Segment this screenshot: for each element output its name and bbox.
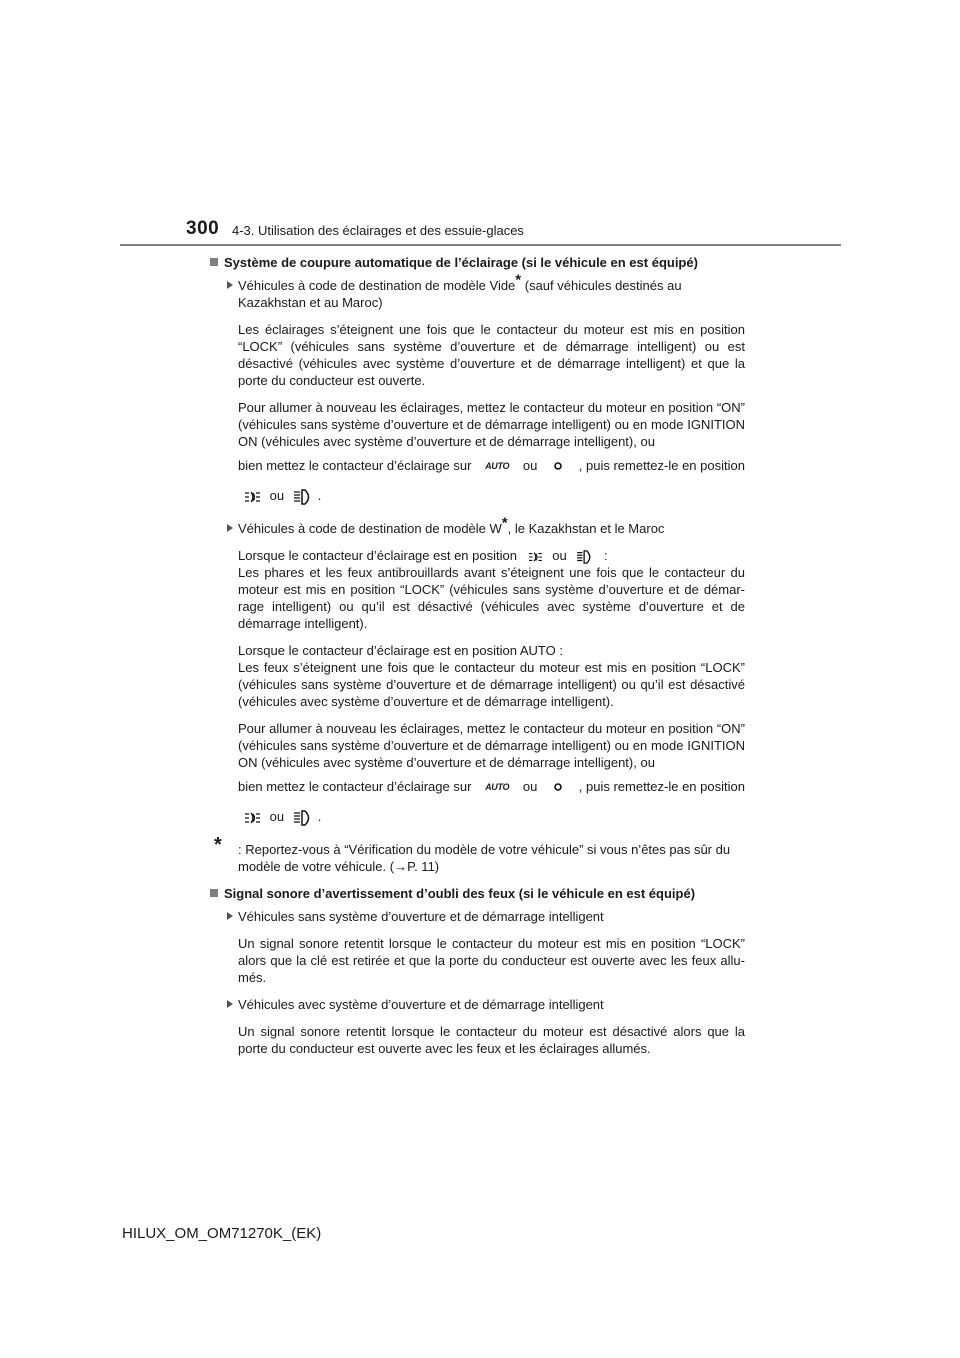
triangle-bullet-icon: [227, 1000, 233, 1008]
page-number: 300: [186, 218, 220, 239]
paragraph-with-icons: bien mettez le contacteur d’éclairage sur AUTO ou , puis remettez-le en position: [238, 773, 745, 801]
triangle-bullet-icon: [227, 912, 233, 920]
paragraph: Un signal sonore retentit lorsque le contacteur du moteur est désactivé alors que la porte du conducteur est ouverte avec les feux et les éclairages allumés.: [238, 1024, 745, 1056]
asterisk: *: [501, 514, 508, 532]
auto-icon: AUTO: [485, 782, 510, 792]
paragraph: Un signal sonore retentit lorsque le contacteur du moteur est mis en position “LOCK” alors que la clé est retirée et que la porte du conducteur est ouverte avec les feux allu-més.: [238, 936, 745, 985]
document-id: HILUX_OM_OM71270K_(EK): [122, 1225, 322, 1242]
heading-light-reminder: Signal sonore d’avertissement d’oubli des feux (si le véhicule en est équipé): [210, 885, 745, 902]
triangle-bullet-icon: [227, 524, 233, 532]
asterisk: *: [214, 834, 222, 856]
sub-heading-no-smart-key: Véhicules sans système d’ouverture et de démarrage intelligent: [210, 908, 745, 925]
paragraph-with-icons: bien mettez le contacteur d’éclairage sur AUTO ou , puis remettez-le en position: [238, 452, 745, 480]
paragraph: Pour allumer à nouveau les éclairages, mettez le contacteur du moteur en position “ON” (véhicules sans système d’ouverture et de démarrage intelligent) ou en mode IGNITION ON (véhicules avec système d’ouverture et de démarrage intelligent), ou: [238, 721, 745, 770]
headlight-icon: [574, 550, 596, 564]
heading-auto-cutoff: Système de coupure automatique de l’éclairage (si le véhicule en est équipé): [210, 254, 745, 271]
parking-light-icon: [525, 551, 545, 563]
triangle-bullet-icon: [227, 281, 233, 289]
headlight-icon: [292, 489, 314, 505]
header-rule: [120, 244, 841, 246]
asterisk: *: [515, 271, 522, 289]
square-bullet-icon: [210, 889, 218, 897]
section-title: 4-3. Utilisation des éclairages et des essuie-glaces: [232, 223, 524, 238]
parking-light-icon: [242, 490, 262, 504]
off-icon: [551, 461, 565, 471]
paragraph: Les éclairages s’éteignent une fois que le contacteur du moteur est mis en position “LOCK” (véhicules sans système d’ouverture et de démarrage intelligent) ou est désactivé (véhicules avec système d’ouverture et de démarrage intelligent) et que la porte du conducteur est ouverte.: [238, 322, 745, 388]
square-bullet-icon: [210, 258, 218, 266]
content: [210, 254, 745, 1067]
headlight-icon: [292, 810, 314, 826]
paragraph-with-icons: ou .: [238, 803, 745, 831]
auto-icon: AUTO: [485, 461, 510, 471]
paragraph: Lorsque le contacteur d’éclairage est en position ou : Les phares et les feux antibrouillards avant s’éteignent une fois que le contacteur du moteur est mis en position “LOCK” (véhicules sans système d’ouverture et de démar-rage intelligent) ou qu’il est désactivé (véhicules avec système d’ouverture et de démarrage intelligent).: [238, 548, 745, 631]
parking-light-icon: [242, 811, 262, 825]
paragraph: Pour allumer à nouveau les éclairages, mettez le contacteur du moteur en position “ON” (véhicules sans système d’ouverture et de démarrage intelligent) ou en mode IGNITION ON (véhicules avec système d’ouverture et de démarrage intelligent), ou: [238, 400, 745, 449]
sub-heading-w: Véhicules à code de destination de modèle W*, le Kazakhstan et le Maroc: [210, 520, 745, 537]
sub-heading-smart-key: Véhicules avec système d’ouverture et de démarrage intelligent: [210, 996, 745, 1013]
footnote: * : Reportez-vous à “Vérification du modèle de votre véhicule” si vous n’êtes pas sûr du modèle de votre véhicule. (→P. 11): [214, 834, 731, 874]
off-icon: [551, 782, 565, 792]
sub-heading-vide: Véhicules à code de destination de modèle Vide* (sauf véhicules destinés au Kazakhstan et au Maroc): [210, 277, 745, 311]
paragraph-with-icons: ou .: [238, 482, 745, 510]
paragraph: Lorsque le contacteur d’éclairage est en position AUTO : Les feux s’éteignent une fois que le contacteur du moteur est mis en position “LOCK” (véhicules sans système d’ouverture et de démarrage intelligent) ou qu’il est désactivé (véhicules avec système d’ouverture et de démarrage intelligent).: [238, 643, 745, 709]
